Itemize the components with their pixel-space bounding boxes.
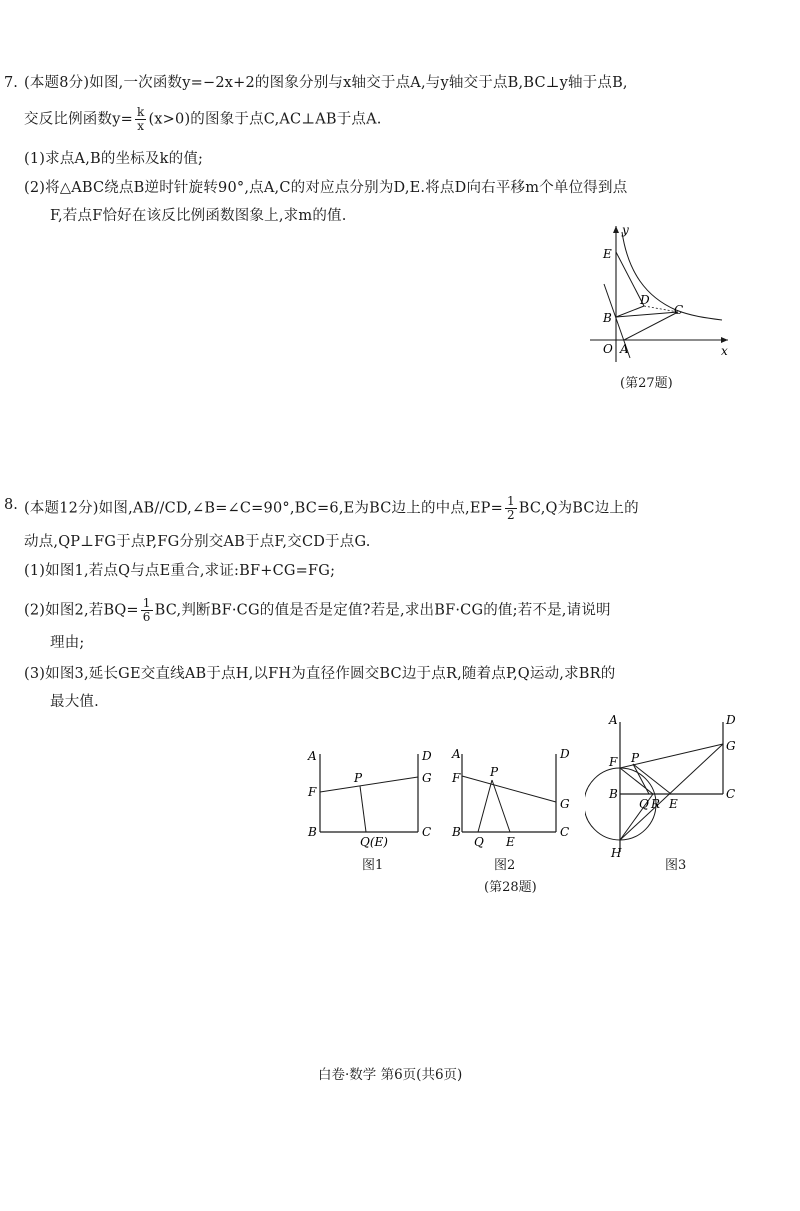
figure-27-diagram bbox=[586, 222, 736, 372]
question-28-number: 8. bbox=[4, 497, 18, 513]
fig3-label-C: C bbox=[726, 787, 736, 801]
fig3-label-P: P bbox=[631, 751, 640, 765]
fig3-label-R: R bbox=[651, 797, 661, 811]
fig2-label-F: F bbox=[452, 771, 461, 785]
label-O: O bbox=[603, 342, 613, 356]
fig2-label-P: P bbox=[490, 765, 499, 779]
fig3-label-G: G bbox=[726, 739, 736, 753]
label-C: C bbox=[674, 303, 684, 317]
figure-28-3-caption: 图3 bbox=[665, 858, 687, 873]
fig2-label-E: E bbox=[506, 835, 515, 849]
fig1-label-P: P bbox=[354, 771, 363, 785]
fig1-label-Q: Q(E) bbox=[360, 835, 388, 849]
fig3-label-H: H bbox=[611, 846, 622, 860]
figure-28-1-diagram bbox=[300, 740, 440, 855]
fig2-label-C: C bbox=[560, 825, 570, 839]
question-27-part1: (1)求点A,B的坐标及k的值; bbox=[24, 151, 204, 167]
label-B: B bbox=[603, 311, 612, 325]
fig3-label-B: B bbox=[609, 787, 618, 801]
label-A: A bbox=[620, 342, 629, 356]
question-28-part1: (1)如图1,若点Q与点E重合,求证:BF+CG=FG; bbox=[24, 563, 336, 579]
figure-28-3-diagram bbox=[585, 712, 745, 862]
figure-28-caption: (第28题) bbox=[484, 880, 537, 895]
fig3-label-Q: Q bbox=[639, 797, 649, 811]
question-27-part2-line2: F,若点F恰好在该反比例函数图象上,求m的值. bbox=[50, 208, 347, 224]
fraction-k-over-x: $\frac{k}{x}$ bbox=[136, 105, 145, 133]
fig2-label-G: G bbox=[560, 797, 570, 811]
label-x: x bbox=[721, 344, 728, 358]
fig3-label-E: E bbox=[669, 797, 678, 811]
figure-28-2-diagram bbox=[450, 740, 580, 855]
question-28-stem-line2: 动点,QP⊥FG于点P,FG分别交AB于点F,交CD于点G. bbox=[24, 534, 371, 550]
question-28-part3-line2: 最大值. bbox=[50, 694, 99, 710]
figure-28-1-caption: 图1 bbox=[362, 858, 384, 873]
question-28-stem-line1: (本题12分)如图,AB//CD,∠B=∠C=90°,BC=6,E为BC边上的中点,EP= $\frac{1}{2}$ BC,Q为BC边上的 bbox=[24, 494, 639, 522]
label-D: D bbox=[640, 293, 650, 307]
question-27-number: 7. bbox=[4, 75, 18, 91]
fig2-label-A: A bbox=[452, 747, 461, 761]
fig1-label-D: D bbox=[422, 749, 432, 763]
figure-28-2-caption: 图2 bbox=[494, 858, 516, 873]
question-28-part3-line1: (3)如图3,延长GE交直线AB于点H,以FH为直径作圆交BC边于点R,随着点P,Q运动,求BR的 bbox=[24, 666, 616, 682]
fig2-label-D: D bbox=[560, 747, 570, 761]
fig1-label-G: G bbox=[422, 771, 432, 785]
fraction-one-sixth: $\frac{1}{6}$ bbox=[142, 596, 151, 624]
page-footer: 白卷·数学 第6页(共6页) bbox=[318, 1067, 463, 1083]
fig1-label-F: F bbox=[308, 785, 317, 799]
fig3-label-F: F bbox=[609, 755, 618, 769]
fraction-one-half: $\frac{1}{2}$ bbox=[506, 494, 515, 522]
figure-27-caption: (第27题) bbox=[620, 376, 673, 391]
label-E: E bbox=[603, 247, 612, 261]
fig1-label-A: A bbox=[308, 749, 317, 763]
fig2-label-B: B bbox=[452, 825, 461, 839]
question-27-stem-line1: (本题8分)如图,一次函数y=−2x+2的图象分别与x轴交于点A,与y轴交于点B,BC⊥y轴于点B, bbox=[24, 75, 628, 91]
fig3-label-A: A bbox=[609, 713, 618, 727]
fig3-label-D: D bbox=[726, 713, 736, 727]
question-28-part2-line2: 理由; bbox=[50, 635, 85, 651]
question-27-part2-line1: (2)将△ABC绕点B逆时针旋转90°,点A,C的对应点分别为D,E.将点D向右平移m个单位得到点 bbox=[24, 180, 628, 196]
label-y: y bbox=[622, 223, 629, 237]
fig1-label-B: B bbox=[308, 825, 317, 839]
question-28-part2-line1: (2)如图2,若BQ= $\frac{1}{6}$ BC,判断BF·CG的值是否是定值?若是,求出BF·CG的值;若不是,请说明 bbox=[24, 596, 611, 624]
question-27-stem-line2: 交反比例函数y= $\frac{k}{x}$ (x>0)的图象于点C,AC⊥AB于点A. bbox=[24, 105, 382, 133]
fig1-label-C: C bbox=[422, 825, 432, 839]
fig2-label-Q: Q bbox=[474, 835, 484, 849]
